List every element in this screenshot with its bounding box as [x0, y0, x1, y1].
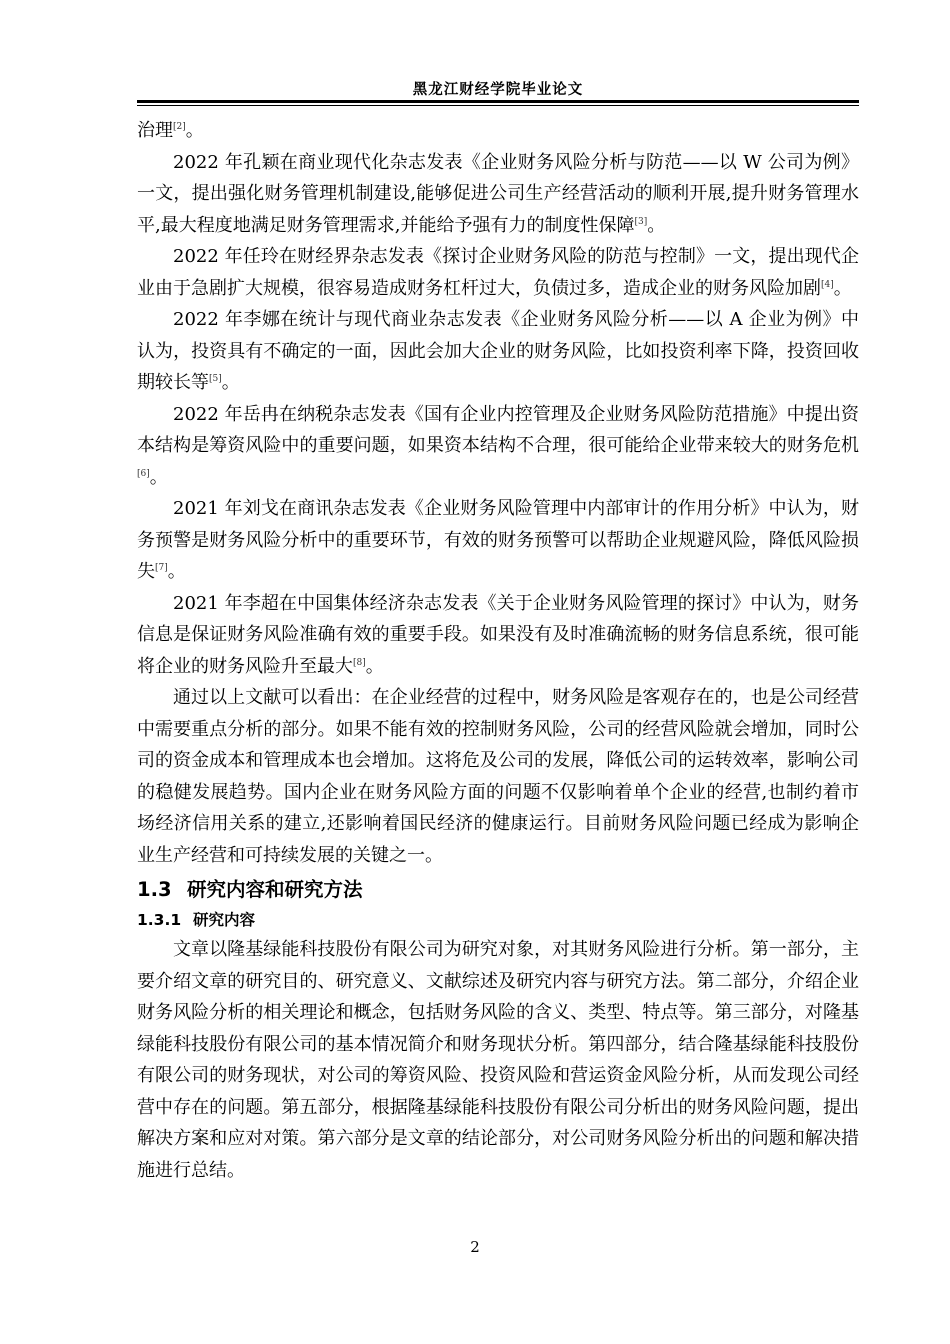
paragraph: 2022 年孔颖在商业现代化杂志发表《企业财务风险分析与防范——以 W 公司为例》一文，提出强化财务管理机制建设,能够促进公司生产经营活动的顺利开展,提升财务管理水平,最大程度地满足财务管理需求,并能给予强有力的制度性保障[3]。 — [137, 151, 859, 236]
paragraph: 2021 年刘戈在商讯杂志发表《企业财务风险管理中内部审计的作用分析》中认为，财务预警是财务风险分析中的重要环节，有效的财务预警可以帮助企业规避风险，降低风险损失[7]。 — [137, 498, 859, 582]
document-body — [137, 115, 859, 1186]
page-header: 黑龙江财经学院毕业论文 — [412, 82, 584, 98]
section-heading — [137, 873, 859, 906]
citation-ref[interactable]: [5] — [209, 374, 222, 384]
paragraph: 2022 年李娜在统计与现代商业杂志发表《企业财务风险分析——以 A 企业为例》中认为，投资具有不确定的一面，因此会加大企业的财务风险，比如投资利率下降，投资回收期较长等[5]。 — [137, 309, 859, 393]
paragraph: 文章以隆基绿能科技股份有限公司为研究对象，对其财务风险进行分析。第一部分，主要介绍文章的研究目的、研究意义、文献综述及研究内容与研究方法。第二部分，介绍企业财务风险分析的相关理论和概念，包括财务风险的含义、类型、特点等。第三部分，对隆基绿能科技股份有限公司的基本情况简介和财务现状分析。第四部分，结合隆基绿能科技股份有限公司的财务现状，对公司的筹资风险、投资风险和营运资金风险分析，从而发现公司经营中存在的问题。第五部分，根据隆基绿能科技股份有限公司分析出的财务风险问题，提出解决方案和应对对策。第六部分是文章的结论部分，对公司财务风险分析出的问题和解决措施进行总结。 — [137, 939, 859, 1181]
citation-ref[interactable]: [6] — [137, 468, 150, 479]
subsection-title: 研究内容 — [193, 911, 256, 929]
citation-ref[interactable]: [8] — [353, 657, 366, 668]
section-title: 研究内容和研究方法 — [187, 878, 363, 901]
paragraph: 2022 年任玲在财经界杂志发表《探讨企业财务风险的防范与控制》一文，提出现代企业由于急剧扩大规模，很容易造成财务杠杆过大，负债过多，造成企业的财务风险加剧[4]。 — [137, 246, 859, 299]
section-number: 1.3 — [137, 878, 172, 901]
citation-ref[interactable]: [2] — [173, 122, 186, 132]
subsection-number: 1.3.1 — [137, 911, 182, 929]
citation-ref[interactable]: [3] — [634, 216, 648, 227]
header-rule-thin — [137, 105, 859, 106]
header-rule-thick — [137, 100, 859, 103]
paragraph: 治理[2]。 — [137, 120, 204, 141]
paragraph: 2022 年岳冉在纳税杂志发表《国有企业内控管理及企业财务风险防范措施》中提出资本结构是筹资风险中的重要问题，如果资本结构不合理，很可能给企业带来较大的财务危机[6]。 — [137, 403, 859, 488]
paragraph: 通过以上文献可以看出：在企业经营的过程中，财务风险是客观存在的，也是公司经营中需要重点分析的部分。如果不能有效的控制财务风险，公司的经营风险就会增加，同时公司的资金成本和管理成本也会增加。这将危及公司的发展，降低公司的运转效率，影响公司的稳健发展趋势。国内企业在财务风险方面的问题不仅影响着单个企业的经营,也制约着市场经济信用关系的建立,还影响着国民经济的健康运行。目前财务风险问题已经成为影响企业生产经营和可持续发展的关键之一。 — [137, 687, 859, 866]
citation-ref[interactable]: [7] — [155, 563, 168, 573]
citation-ref[interactable]: [4] — [821, 279, 834, 290]
page-number: 2 — [470, 1238, 480, 1256]
paragraph: 2021 年李超在中国集体经济杂志发表《关于企业财务风险管理的探讨》中认为，财务信息是保证财务风险准确有效的重要手段。如果没有及时准确流畅的财务信息系统，很可能将企业的财务风险升至最大[8]。 — [137, 592, 859, 677]
subsection-heading — [137, 906, 859, 934]
